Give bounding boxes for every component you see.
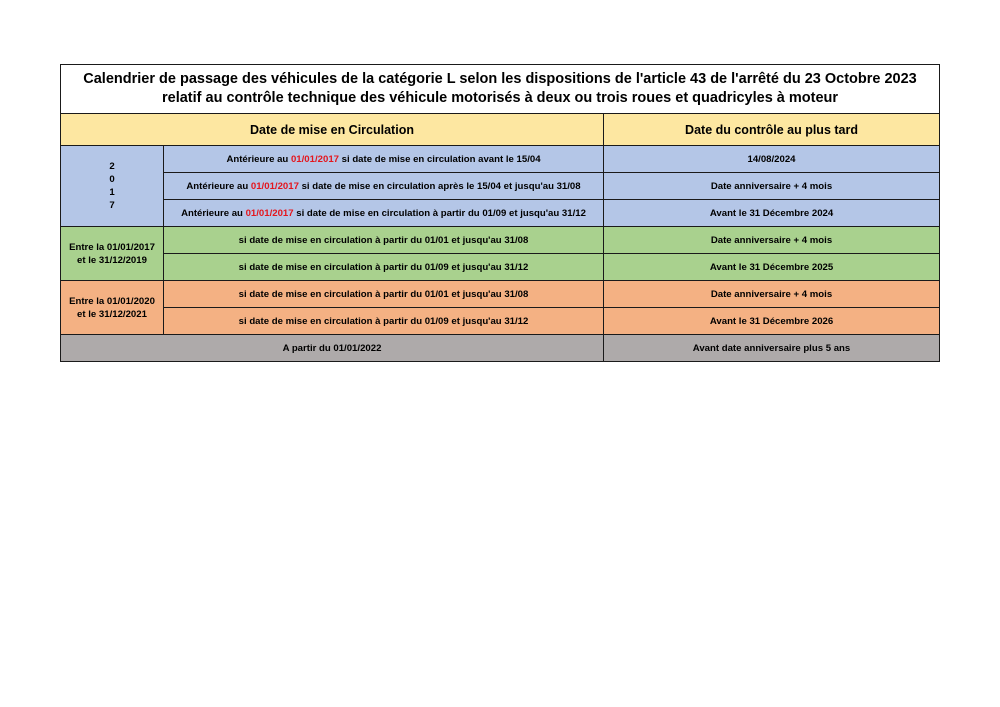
controle-cell: Date anniversaire + 4 mois [604, 173, 940, 200]
table-row [61, 308, 940, 335]
circulation-cell: si date de mise en circulation à partir du 01/09 et jusqu'au 31/12 [164, 308, 604, 335]
controle-cell: Avant le 31 Décembre 2025 [604, 254, 940, 281]
circulation-cell: si date de mise en circulation à partir du 01/01 et jusqu'au 31/08 [164, 227, 604, 254]
group-label-2020-2021 [61, 281, 164, 335]
group-label-line-2: et le 31/12/2019 [77, 254, 147, 266]
year-char: 1 [109, 187, 115, 198]
circulation-suffix: si date de mise en circulation après le 15/04 et jusqu'au 31/08 [298, 180, 581, 192]
year-char: 7 [109, 200, 115, 211]
controle-cell-2022: Avant date anniversaire plus 5 ans [604, 335, 940, 362]
calendar-table [60, 64, 940, 362]
controle-cell: Avant le 31 Décembre 2024 [604, 200, 940, 227]
group-label-2017 [61, 146, 164, 227]
circulation-cell [164, 173, 604, 200]
table-row [61, 254, 940, 281]
calendar-sheet [60, 64, 939, 362]
controle-cell: Date anniversaire + 4 mois [604, 227, 940, 254]
circulation-cell-2022: A partir du 01/01/2022 [61, 335, 604, 362]
circulation-prefix: Antérieure au [186, 180, 251, 192]
table-row [61, 173, 940, 200]
highlight-date: 01/01/2017 [245, 207, 294, 219]
table-row [61, 200, 940, 227]
table-title [61, 65, 940, 114]
highlight-date: 01/01/2017 [290, 153, 339, 165]
table-row [61, 335, 940, 362]
title-line-1: Calendrier de passage des véhicules de la catégorie L selon les dispositions de l'article 43 de l'arrêté du 23 Octobre 2023 [83, 71, 917, 87]
title-row [61, 65, 940, 114]
circulation-cell: si date de mise en circulation à partir du 01/01 et jusqu'au 31/08 [164, 281, 604, 308]
circulation-prefix: Antérieure au [181, 207, 246, 219]
year-char: 2 [109, 161, 115, 172]
group-label-line-1: Entre la 01/01/2020 [69, 295, 155, 307]
controle-cell: Date anniversaire + 4 mois [604, 281, 940, 308]
group-label-line-1: Entre la 01/01/2017 [69, 241, 155, 253]
controle-cell: 14/08/2024 [604, 146, 940, 173]
highlight-date: 01/01/2017 [250, 180, 299, 192]
year-char: 0 [109, 174, 115, 185]
group-label-line-2: et le 31/12/2021 [77, 308, 147, 320]
controle-cell: Avant le 31 Décembre 2026 [604, 308, 940, 335]
header-circulation: Date de mise en Circulation [61, 114, 604, 146]
circulation-prefix: Antérieure au [226, 153, 291, 165]
group-label-2017-2019 [61, 227, 164, 281]
table-row [61, 281, 940, 308]
header-row [61, 114, 940, 146]
circulation-cell [164, 146, 604, 173]
circulation-suffix: si date de mise en circulation avant le 15/04 [338, 153, 541, 165]
circulation-suffix: si date de mise en circulation à partir du 01/09 et jusqu'au 31/12 [293, 207, 586, 219]
header-controle: Date du contrôle au plus tard [604, 114, 940, 146]
circulation-cell [164, 200, 604, 227]
table-row [61, 146, 940, 173]
table-row [61, 227, 940, 254]
title-line-2: relatif au contrôle technique des véhicule motorisés à deux ou trois roues et quadricyles à moteur [161, 90, 839, 106]
circulation-cell: si date de mise en circulation à partir du 01/09 et jusqu'au 31/12 [164, 254, 604, 281]
